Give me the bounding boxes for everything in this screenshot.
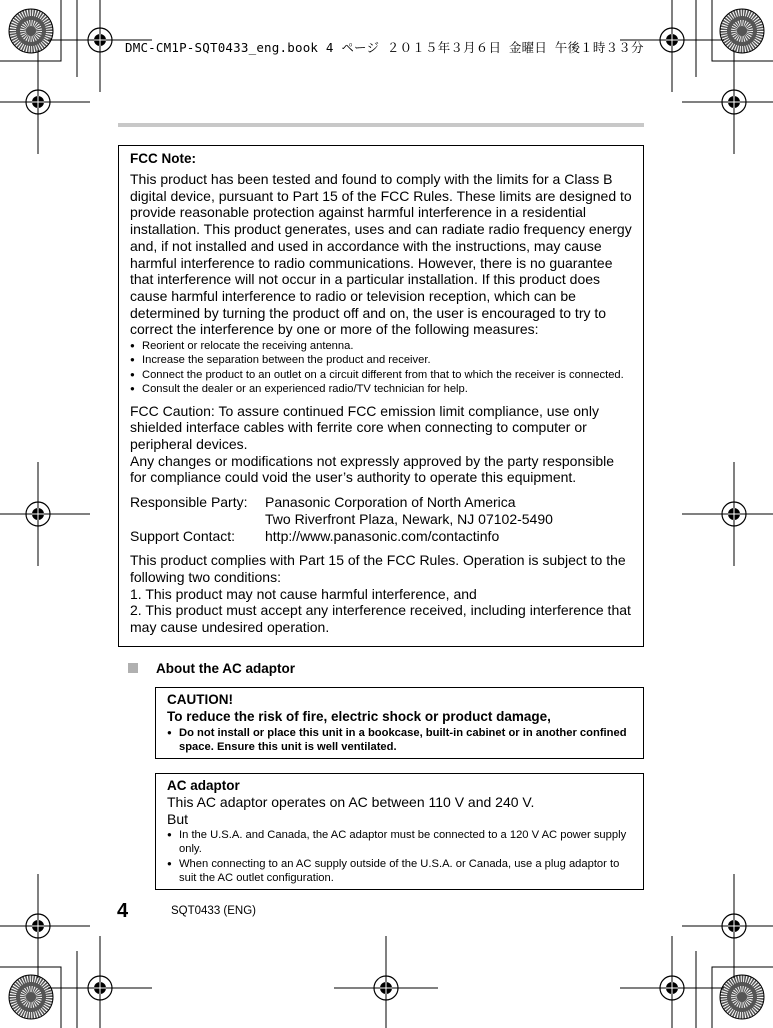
responsible-name: Panasonic Corporation of North America bbox=[265, 494, 516, 511]
top-rule bbox=[118, 123, 644, 127]
section-square-icon bbox=[128, 663, 138, 673]
support-link: http://www.panasonic.com/contactinfo bbox=[265, 527, 500, 544]
caution-list bbox=[167, 726, 632, 755]
support-label: Support Contact: bbox=[130, 527, 236, 544]
fcc-condition-1: 1. This product may not cause harmful interference, and bbox=[130, 585, 477, 602]
list-item: ● Consult the dealer or an experienced radio/TV technician for help. bbox=[130, 382, 632, 396]
ac-line-2: But bbox=[167, 810, 189, 827]
section-title: About the AC adaptor bbox=[156, 661, 295, 676]
list-item: ● Do not install or place this unit in a bookcase, built-in cabinet or in another confined space. Ensure this unit is well ventilated. bbox=[167, 726, 632, 755]
caution-title: CAUTION! bbox=[167, 692, 233, 707]
fcc-complies: This product complies with Part 15 of the FCC Rules. Operation is subject to the following two conditions: bbox=[130, 552, 626, 585]
caution-box bbox=[155, 687, 644, 759]
ac-title: AC adaptor bbox=[167, 778, 240, 793]
list-item: ● Connect the product to an outlet on a circuit different from that to which the receiver is connected. bbox=[130, 368, 632, 382]
list-item: ● In the U.S.A. and Canada, the AC adaptor must be connected to a 120 V AC power supply only. bbox=[167, 828, 632, 857]
fcc-condition-2: 2. This product must accept any interference received, including interference that may cause undesired operation. bbox=[130, 602, 631, 636]
br-wheel-mark bbox=[720, 975, 764, 1019]
page-number: 4 bbox=[117, 900, 129, 922]
fcc-paragraph: This product has been tested and found to comply with the limits for a Class B digital device, pursuant to Part 15 of the FCC Rules. These limits are designed to provide reasonable protection against harmful interference in a residential installation. This product generates, uses and can radiate radio frequency energy and, if not installed and used in accordance with the instructions, may cause harmful interference to radio communications. However, there is no guarantee that interference will not occur in a particular installation. If this product does cause harmful interference to radio or television reception, which can be determined by turning the product off and on, the user is encouraged to try to correct the interference by one or more of the following measures: bbox=[130, 171, 632, 338]
fcc-note-box bbox=[118, 145, 644, 647]
caution-subtitle: To reduce the risk of fire, electric shock or product damage, bbox=[167, 709, 551, 724]
bl-wheel-mark bbox=[9, 975, 53, 1019]
fcc-changes: Any changes or modifications not expressly approved by the party responsible for compliance could void the user’s authority to operate this equipment. bbox=[130, 452, 615, 486]
responsible-address: Two Riverfront Plaza, Newark, NJ 07102-5490 bbox=[265, 510, 553, 527]
responsible-label: Responsible Party: bbox=[130, 494, 248, 511]
fcc-measures-list bbox=[130, 339, 632, 397]
list-item: ● Reorient or relocate the receiving antenna. bbox=[130, 339, 632, 353]
document-code: SQT0433 (ENG) bbox=[171, 905, 256, 917]
ac-line-1: This AC adaptor operates on AC between 110 V and 240 V. bbox=[167, 794, 535, 810]
ac-adaptor-box bbox=[155, 773, 644, 890]
list-item: ● When connecting to an AC supply outside of the U.S.A. or Canada, use a plug adaptor to suit the AC outlet configuration. bbox=[167, 857, 632, 886]
fcc-note-title: FCC Note: bbox=[130, 151, 196, 166]
responsible-party bbox=[130, 494, 632, 544]
fcc-caution: FCC Caution: To assure continued FCC emission limit compliance, use only shielded interface cables with ferrite core when connecting to computer or peripheral devices. bbox=[130, 402, 599, 453]
print-file-header: DMC-CM1P-SQT0433_eng.book 4 ページ ２０１５年３月６日 金曜日 午後１時３３分 bbox=[125, 40, 644, 55]
ac-list bbox=[167, 828, 632, 886]
list-item: ● Increase the separation between the product and receiver. bbox=[130, 353, 632, 367]
tl-wheel-mark bbox=[9, 9, 53, 53]
tr-wheel-mark bbox=[720, 9, 764, 53]
